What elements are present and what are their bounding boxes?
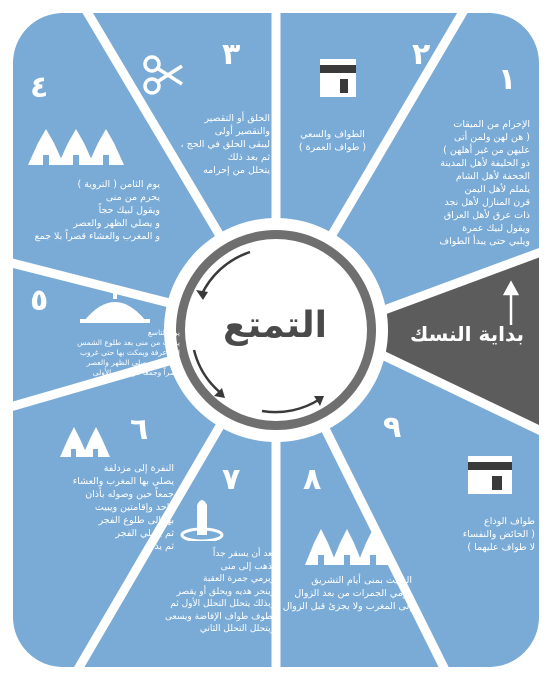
- step-5-number: ٥: [30, 283, 49, 318]
- step-3-number: ٣: [222, 37, 241, 72]
- tents-icon: [305, 525, 389, 567]
- step-7-number: ٧: [222, 462, 241, 497]
- step-4-number: ٤: [30, 70, 49, 105]
- step-9-number: ٩: [383, 410, 402, 445]
- scissors-icon: [140, 52, 186, 98]
- tents-icon: [28, 125, 124, 167]
- center-title: التمتع: [223, 305, 327, 346]
- step-9-text: طواف الوداع ( الحائض والنفساء لا طواف عليهما ): [462, 516, 535, 553]
- tents-icon: [60, 425, 110, 459]
- step-6-text: النفرة إلى مزدلفة يصلي بها المغرب والعشاء جمعاً حين وصوله بأذان واحد وإقامتين ويبيت بها إلى طلوع الفجر ثم يصلي الفجر ثم يدعو: [72, 463, 174, 552]
- kaaba-icon: [318, 55, 358, 100]
- jamarat-icon: [180, 495, 224, 541]
- step-6-number: ٦: [130, 412, 149, 447]
- step-2-number: ٢: [412, 37, 431, 72]
- step-5-text: يوم التاسع يذهب من منى بعد طلوع الشمس إلى عرفة ويمكث بها حتى غروب الشمس ويصلي الظهر والعصر قصراً وجمعاً في وقت الأولى: [77, 328, 180, 377]
- kaaba-icon: [466, 452, 514, 496]
- step-3-text: الحلق أو التقصير والتقصير أولى ليبقى الحلق في الحج ، ثم بعد ذلك يتحلل من إحرامه: [180, 113, 270, 176]
- start-label: بداية النسك: [409, 322, 525, 346]
- step-1-number: ١: [498, 62, 517, 97]
- step-8-number: ٨: [303, 462, 322, 497]
- step-8-text: المبيت بمنى أيام التشريق ورمي الجمرات من بعد الزوال إلى المغرب ولا يجزئ قبل الزوال: [282, 575, 412, 612]
- step-1-text: الإحرام من الميقات ( هن لهن ولمن أتى عليهن من غير أهلهن ) ذو الحليفة لأهل المدينة الجحفة لأهل الشام يلملم لأهل اليمن قرن المنازل لأهل نجد ذات عرق لأهل العراق ويقول لبيك عمرة ويلبي حتى يبدأ الطواف: [439, 119, 530, 247]
- arafat-icon: [80, 285, 150, 325]
- step-4-text: يوم الثامن ( التروية ) يحرم من منى ويقول لبيك حجاً و يصلي الظهر والعصر و المغرب والعشاء قصراً بلا جمع: [34, 179, 160, 242]
- step-7-text: بعد أن يسفر جداً يذهب إلى منى ويرمي جمرة العقبة وينحر هديه ويحلق أو يقصر وبذلك يتحلل التحلل الأول ثم يطوف طواف الإفاضة ويسعى ويتحلل التحلل الثاني: [165, 549, 275, 634]
- step-2-text: الطواف والسعي ( طواف العمرة ): [298, 129, 367, 153]
